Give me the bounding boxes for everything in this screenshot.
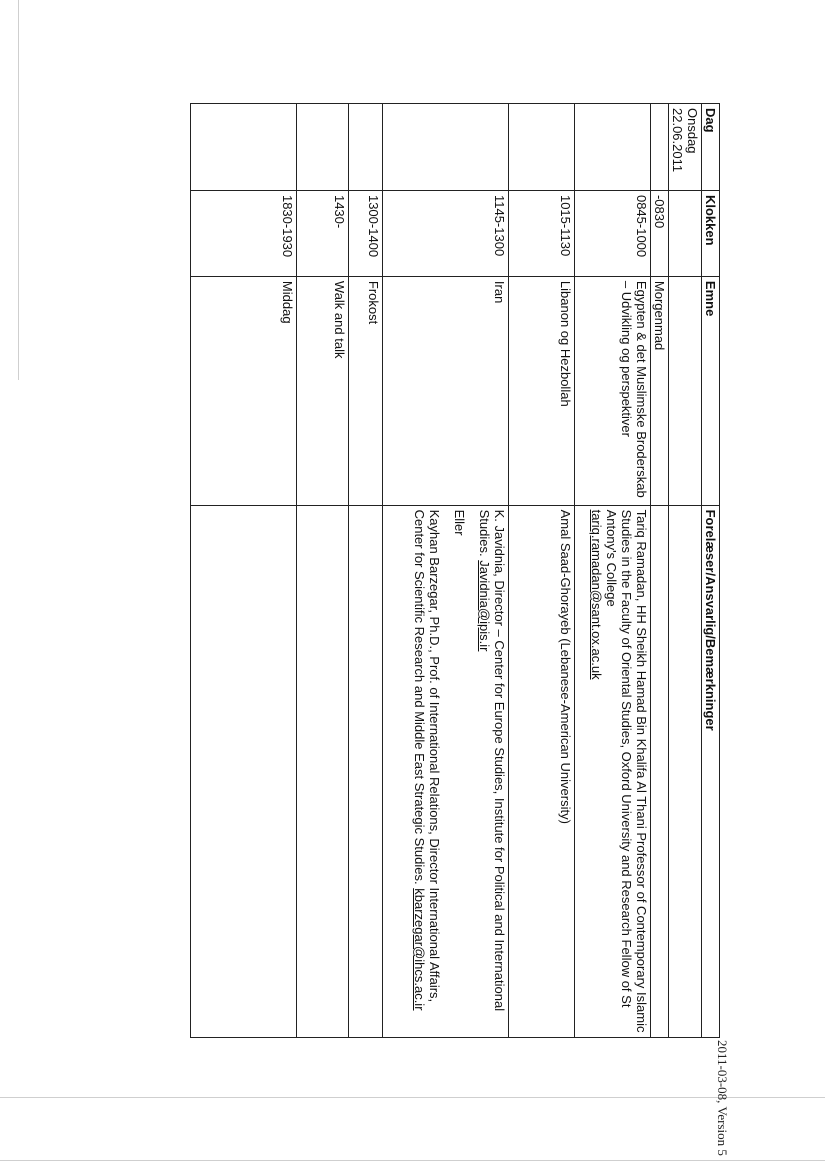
lecturer-cell bbox=[191, 505, 297, 1037]
lecturer-text: K. Javidnia, Director – Center for Europe Studies, Institute for Political and International Studies. bbox=[477, 509, 507, 1012]
time-cell bbox=[383, 190, 509, 276]
lecturer-cell bbox=[669, 505, 702, 1037]
schedule-table bbox=[190, 103, 720, 1038]
time-cell bbox=[297, 190, 349, 276]
topic-text: Egypten & det Muslimske Broderskab – Udvikling og perspektiver bbox=[619, 280, 649, 498]
table-row bbox=[575, 104, 651, 1038]
day-name: Onsdag bbox=[685, 108, 700, 154]
header-lecturer: Forelæser/Ansvarlig/Bemærkninger bbox=[702, 505, 720, 1037]
table-header-row bbox=[702, 104, 720, 1038]
or-text: Eller bbox=[452, 509, 467, 536]
time-text: 0845-1000 bbox=[634, 194, 649, 258]
email-link[interactable]: tariq.ramadan@sant.ox.ac.uk bbox=[589, 509, 604, 680]
time-text: 1145-1300 bbox=[492, 194, 507, 257]
time-cell bbox=[575, 190, 651, 276]
email-link[interactable]: Javidnia@ipis.ir bbox=[477, 560, 492, 652]
lecturer-cell bbox=[509, 505, 575, 1037]
lecturer-text-2: Kayhan Barzegar, Ph.D., Prof. of International Relations, Director International Affairs, Center for Scientific Research and Middle East Strategic Studies. bbox=[412, 509, 442, 1003]
scan-edge-bottom-2 bbox=[0, 1160, 825, 1161]
time-cell bbox=[509, 190, 575, 276]
day-cell bbox=[509, 104, 575, 191]
table-row bbox=[297, 104, 349, 1038]
day-cell bbox=[575, 104, 651, 191]
topic-cell bbox=[509, 276, 575, 505]
lecturer-text: Amal Saad-Ghorayeb (Lebanese-American University) bbox=[558, 509, 573, 824]
lecturer-cell bbox=[575, 505, 651, 1037]
topic-text: Frokost bbox=[366, 280, 381, 325]
table-row bbox=[509, 104, 575, 1038]
topic-text: Middag bbox=[280, 280, 295, 324]
time-text: 1430- bbox=[332, 194, 347, 229]
topic-text: Libanon og Hezbollah bbox=[558, 280, 573, 407]
time-cell bbox=[651, 190, 669, 276]
time-cell bbox=[669, 190, 702, 276]
time-text: 1300-1400 bbox=[366, 194, 381, 258]
topic-text: Iran bbox=[492, 280, 507, 304]
lecturer-text: Tariq Ramadan, HH Sheikh Hamad Bin Khalifa Al Thani Professor of Contemporary Islamic Studies in the Faculty of Oriental Studies, Oxford University and Research Fellow of St Antony's College bbox=[604, 509, 649, 1033]
scan-edge-left bbox=[18, 0, 19, 380]
topic-cell bbox=[297, 276, 349, 505]
topic-text: Morgenmad bbox=[652, 280, 667, 351]
schedule-table-wrapper bbox=[190, 103, 720, 1038]
topic-cell bbox=[191, 276, 297, 505]
day-cell bbox=[651, 104, 669, 191]
time-text: 1015-1130 bbox=[558, 194, 573, 257]
time-text: 1830-1930 bbox=[280, 194, 295, 258]
topic-cell bbox=[669, 276, 702, 505]
email-link-2[interactable]: kbarzegar@ihcs.ac.ir bbox=[412, 888, 427, 1011]
table-row bbox=[651, 104, 669, 1038]
day-cell bbox=[349, 104, 383, 191]
topic-cell bbox=[575, 276, 651, 505]
time-cell bbox=[349, 190, 383, 276]
topic-cell bbox=[349, 276, 383, 505]
topic-cell bbox=[651, 276, 669, 505]
day-cell bbox=[669, 104, 702, 191]
header-time: Klokken bbox=[702, 190, 720, 276]
lecturer-cell bbox=[383, 505, 509, 1037]
header-topic: Emne bbox=[702, 276, 720, 505]
lecturer-cell bbox=[651, 505, 669, 1037]
day-cell bbox=[191, 104, 297, 191]
day-cell bbox=[383, 104, 509, 191]
lecturer-cell bbox=[297, 505, 349, 1037]
day-date: 22.06.2011 bbox=[670, 108, 685, 173]
time-cell bbox=[191, 190, 297, 276]
table-row bbox=[349, 104, 383, 1038]
topic-cell bbox=[383, 276, 509, 505]
topic-text: Walk and talk bbox=[332, 280, 347, 359]
scan-edge-bottom bbox=[0, 1097, 825, 1098]
day-cell bbox=[297, 104, 349, 191]
lecturer-cell bbox=[349, 505, 383, 1037]
version-note: 2011-03-08, Version 5 bbox=[715, 1040, 730, 1156]
time-text: -0830 bbox=[652, 194, 667, 229]
table-row bbox=[669, 104, 702, 1038]
header-day: Dag bbox=[702, 104, 720, 191]
table-row bbox=[191, 104, 297, 1038]
table-row bbox=[383, 104, 509, 1038]
